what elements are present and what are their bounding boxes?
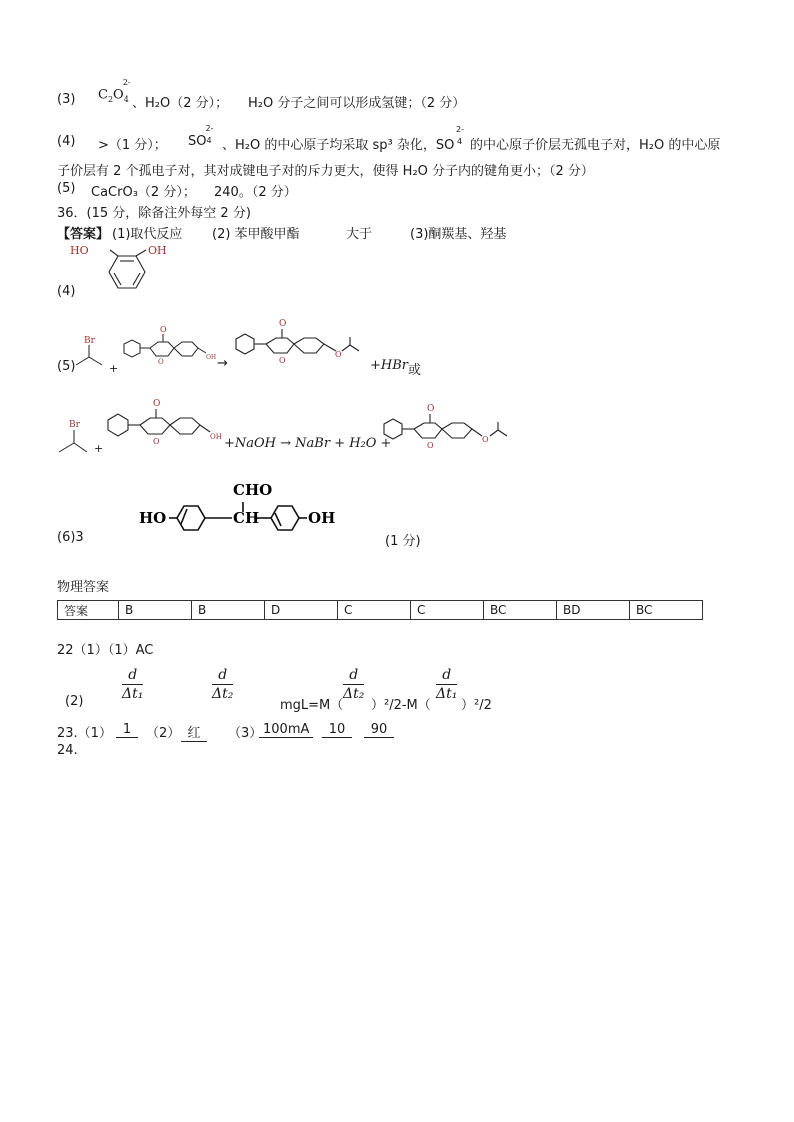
table-cell: BC xyxy=(630,601,703,620)
bisphenol-aldehyde-structure xyxy=(137,478,357,542)
q24-label: 24. xyxy=(57,743,78,758)
answer-part2b: 大于 xyxy=(346,227,373,242)
q36-heading: 36．(15 分，除备注外每空 2 分) xyxy=(57,206,251,221)
fraction-d-dt2-b: $\frac{d}{\text{Δt₂}}$ xyxy=(343,667,365,702)
arrow-1: → xyxy=(217,356,228,371)
q23-answer3: 100mA xyxy=(259,722,313,738)
answer-bracket: 【答案】 xyxy=(57,227,110,242)
q23-part3: （3） xyxy=(228,726,263,741)
q22-label: 22（1）（1）AC xyxy=(57,643,154,658)
q4b-number: (4) xyxy=(57,284,76,299)
svg-text:O: O xyxy=(160,325,167,334)
table-cell: 答案 xyxy=(58,601,119,620)
reaction-2-rest: +NaOH → NaBr + H₂O + xyxy=(224,436,392,451)
svg-text:O: O xyxy=(153,399,161,409)
table-cell: B xyxy=(119,601,192,620)
svg-text:OH: OH xyxy=(210,433,222,441)
svg-text:CH: CH xyxy=(233,509,260,527)
q6-number: (6)3 xyxy=(57,530,84,545)
isopropyl-bromide-1 xyxy=(74,333,114,373)
sulfate-1: SO 2- 4 xyxy=(188,124,214,149)
table-cell: D xyxy=(265,601,338,620)
isoflavone-reactant-1 xyxy=(118,318,222,376)
svg-text:OH: OH xyxy=(308,509,336,527)
table-cell: BD xyxy=(557,601,630,620)
q22-mid: ）²/2-M（ xyxy=(371,698,431,713)
q4-number: (4) xyxy=(57,134,76,149)
q6-score: (1 分) xyxy=(385,534,421,549)
physics-title: 物理答案 xyxy=(57,580,110,595)
q23-label: 23.（1） xyxy=(57,726,112,741)
answer-part2: (2) 苯甲酸甲酯 xyxy=(212,227,300,242)
answer-part3: (3)酮羰基、羟基 xyxy=(410,227,507,242)
table-cell: B xyxy=(192,601,265,620)
q3-reason: H₂O 分子之间可以形成氢键；（2 分） xyxy=(248,96,466,111)
q23-answer1: 1 xyxy=(116,722,138,738)
answer-part1: (1)取代反应 xyxy=(112,227,183,242)
q4-gt: >（1 分）； xyxy=(98,138,167,153)
table-cell: C xyxy=(411,601,484,620)
q5-text: CaCrO₃（2 分）； xyxy=(91,185,196,200)
q4-line2: 子价层有 2 个孤电子对，其对成键电子对的斥力更大，使得 H₂O 分子内的键角更小；（2 分） xyxy=(57,164,594,179)
table-row xyxy=(58,601,703,620)
fraction-d-dt1: $\frac{d}{\text{Δt₁}}$ xyxy=(122,667,144,702)
svg-text:O: O xyxy=(335,350,342,359)
svg-text:HO: HO xyxy=(70,244,89,257)
svg-text:Br: Br xyxy=(84,336,95,346)
svg-text:O: O xyxy=(427,441,434,450)
physics-answer-table xyxy=(57,600,703,620)
q23-answer5: 90 xyxy=(364,722,394,738)
plus-1: + xyxy=(109,362,119,375)
svg-text:O: O xyxy=(158,358,164,366)
q4-mid: 、H₂O 的中心原子均采取 sp³ 杂化，SO xyxy=(222,138,455,153)
sulfate-2-sup: 2- xyxy=(456,125,464,134)
q23-answer4: 10 xyxy=(322,722,352,738)
isoflavone-product-1 xyxy=(232,313,372,375)
svg-text:O: O xyxy=(279,319,287,329)
q3-water: 、H₂O（2 分）； xyxy=(132,96,229,111)
table-cell: BC xyxy=(484,601,557,620)
q5-value: 240。（2 分） xyxy=(214,185,297,200)
oxalate-ion: $C_2O_4^{2-}$ xyxy=(98,78,131,104)
svg-text:O: O xyxy=(427,404,435,414)
q23-part2: （2） xyxy=(146,726,181,741)
q4-tail: 的中心原子价层无孤电子对，H₂O 的中心原 xyxy=(470,138,721,153)
q22-mgl: mgL=M（ xyxy=(280,698,344,713)
fraction-d-dt2: $\frac{d}{\text{Δt₂}}$ xyxy=(212,667,234,702)
plus-hbr: +HBr xyxy=(370,358,408,373)
q23-answer2: 红 xyxy=(181,722,207,742)
svg-text:O: O xyxy=(279,356,286,365)
svg-text:OH: OH xyxy=(206,354,217,361)
svg-text:OH: OH xyxy=(148,244,167,257)
svg-text:Br: Br xyxy=(69,420,80,430)
sulfate-2-sub: 4 xyxy=(457,137,463,146)
isoflavone-reactant-2 xyxy=(100,392,228,456)
fraction-d-dt1-b: $\frac{d}{\text{Δt₁}}$ xyxy=(436,667,458,702)
q22-end: ）²/2 xyxy=(461,698,492,713)
q5b-number: (5) xyxy=(57,359,76,374)
or-text: 或 xyxy=(408,363,422,378)
resorcinol-structure xyxy=(70,242,180,300)
svg-text:CHO: CHO xyxy=(233,481,273,499)
svg-text:O: O xyxy=(482,435,489,444)
isopropyl-bromide-2 xyxy=(57,418,97,458)
isoflavone-product-2 xyxy=(380,398,520,460)
q5-number: (5) xyxy=(57,181,76,196)
plus-2: + xyxy=(94,442,104,455)
q3-number: (3) xyxy=(57,92,76,107)
q22-part2: (2) xyxy=(65,694,84,709)
table-cell: C xyxy=(338,601,411,620)
svg-text:HO: HO xyxy=(139,509,167,527)
svg-text:O: O xyxy=(153,437,160,446)
